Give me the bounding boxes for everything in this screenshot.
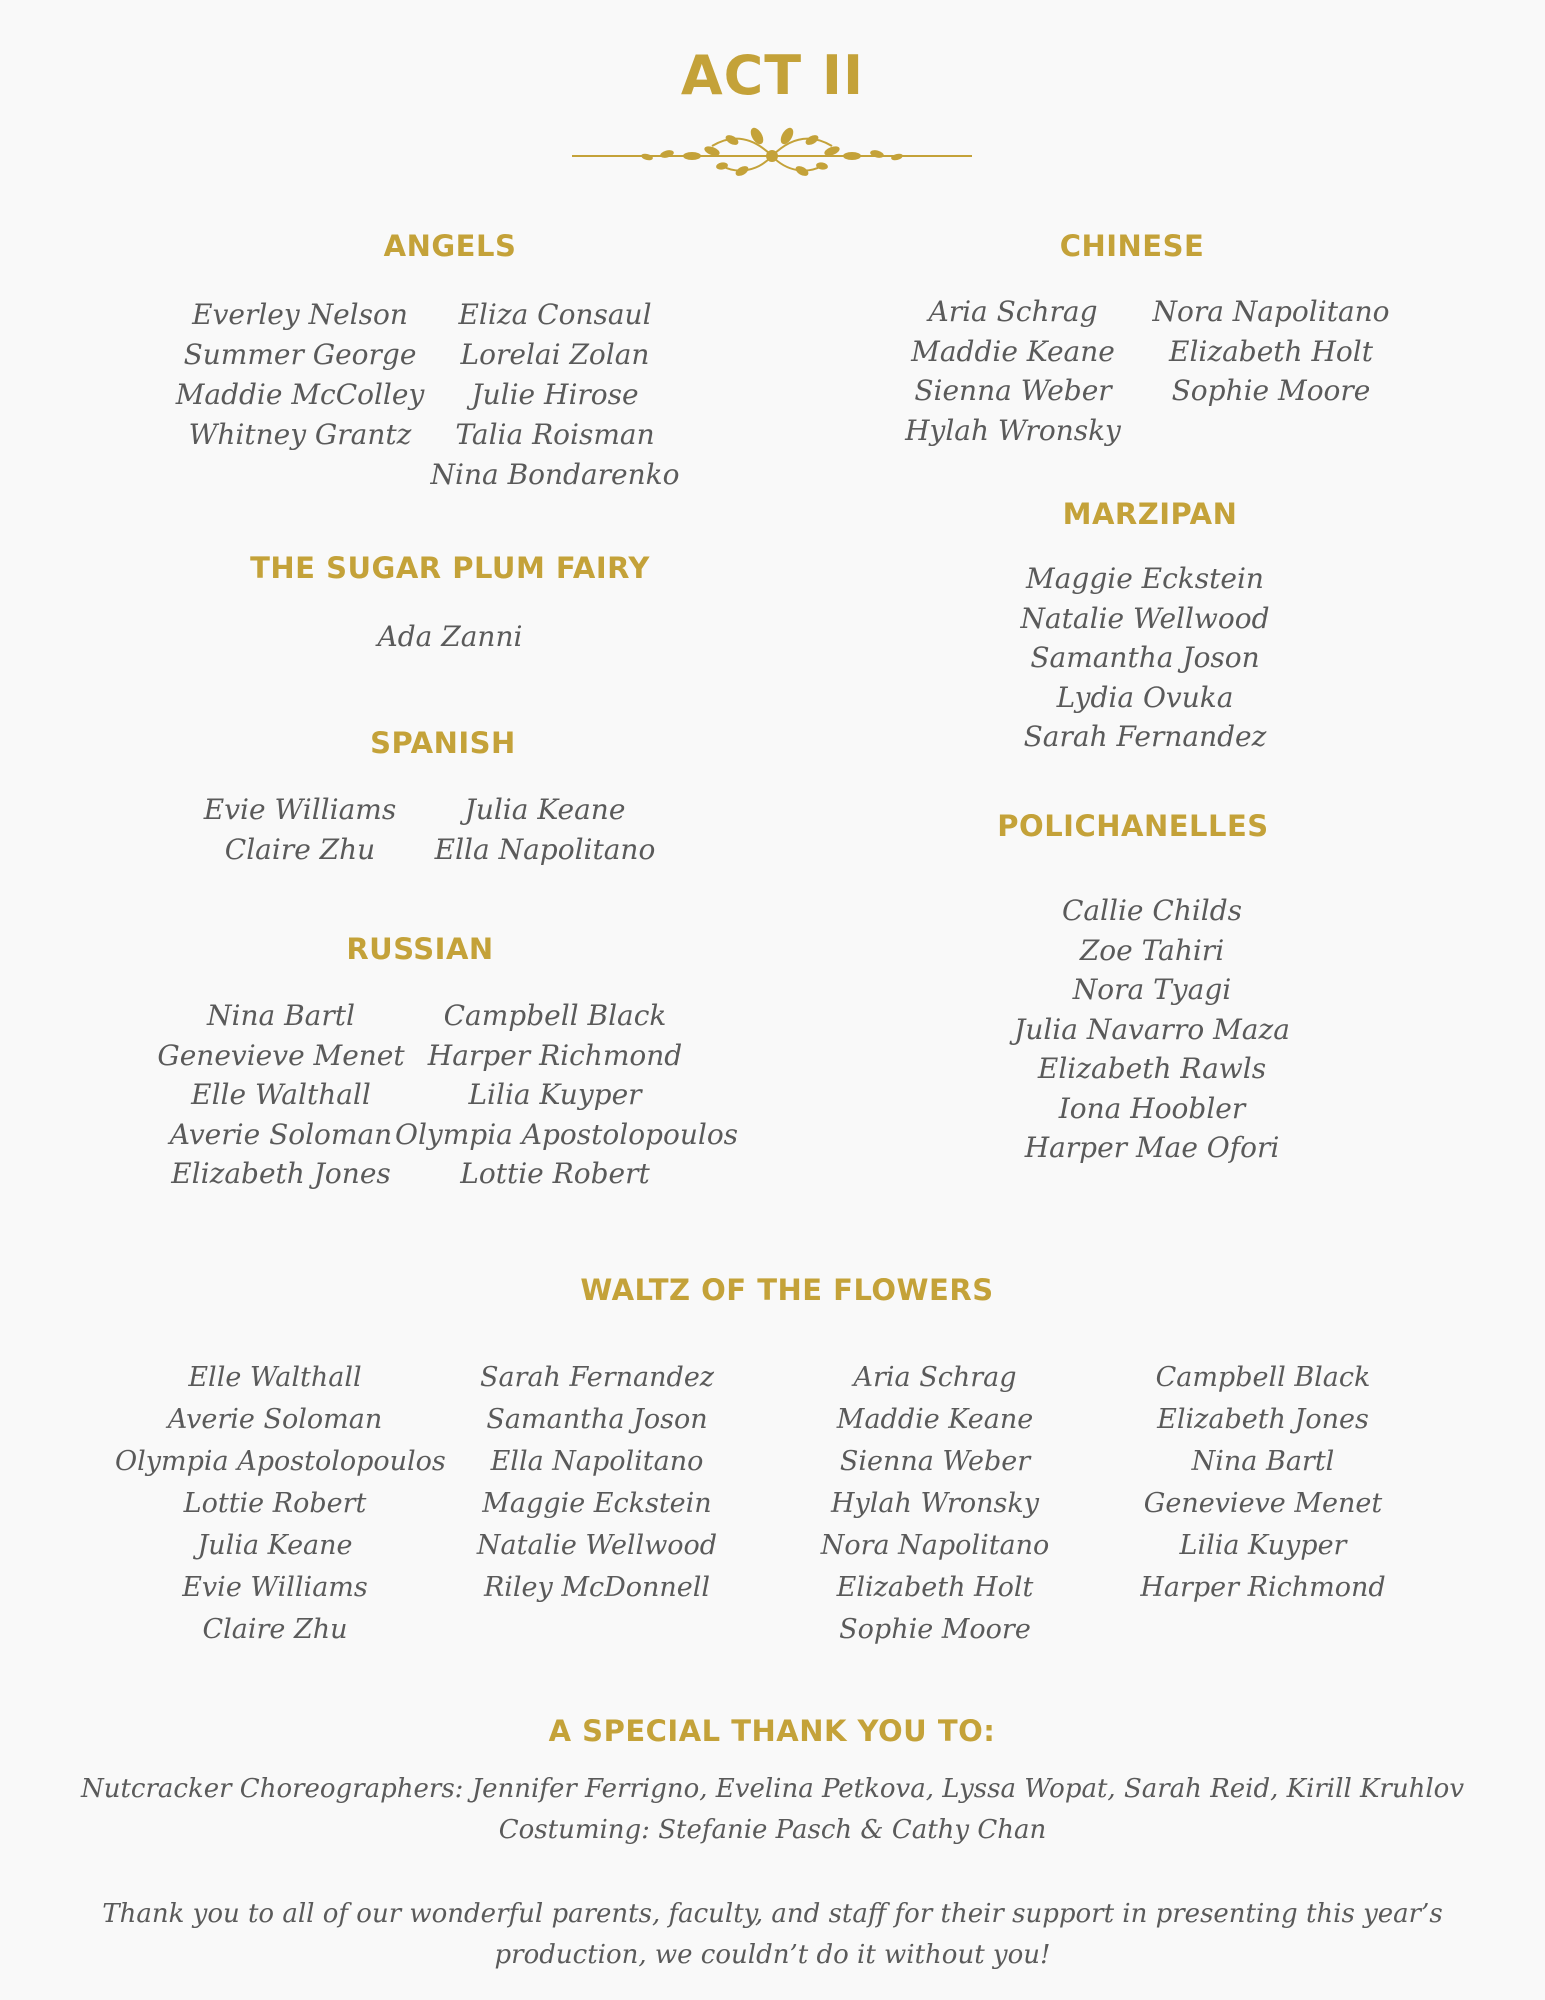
cast-name: Olympia Apostolopoulos [395, 1117, 739, 1151]
cast-name: Lottie Robert [460, 1157, 650, 1190]
cast-name: Sophie Moore [1171, 374, 1371, 407]
cast-name: Lilia Kuyper [1179, 1530, 1347, 1561]
cast-name: Evie Williams [203, 793, 397, 826]
waltz-col3 [775, 1357, 1095, 1651]
sugar-plum-heading: THE SUGAR PLUM FAIRY [250, 551, 650, 585]
cast-name: Everley Nelson [192, 298, 408, 331]
cast-name: Sienna Weber [839, 1446, 1031, 1477]
cast-name: Elizabeth Holt [836, 1572, 1034, 1603]
cast-name: Sarah Fernandez [479, 1362, 715, 1393]
cast-name: Elizabeth Jones [1157, 1404, 1369, 1435]
cast-name: Maddie Keane [911, 334, 1115, 368]
cast-name: Riley McDonnell [483, 1572, 711, 1603]
waltz-col2 [437, 1357, 757, 1609]
marzipan-names [945, 559, 1345, 757]
cast-name: Maggie Eckstein [1026, 562, 1264, 595]
cast-name: Ada Zanni [377, 620, 523, 653]
cast-name: Nina Bartl [207, 999, 355, 1032]
cast-name: Evie Williams [182, 1572, 368, 1603]
cast-name: Maggie Eckstein [482, 1488, 712, 1519]
chinese-heading: CHINESE [1059, 229, 1205, 263]
cast-name: Nina Bondarenko [430, 458, 680, 491]
chinese-col2 [1131, 292, 1411, 411]
cast-name: Hylah Wronsky [830, 1488, 1040, 1519]
angels-col2 [415, 295, 695, 495]
thank-you-heading: A SPECIAL THANK YOU TO: [548, 1714, 996, 1748]
cast-name: Julia Navarro Maza [1014, 1012, 1290, 1046]
spanish-heading: SPANISH [370, 726, 516, 760]
cast-name: Harper Mae Ofori [1024, 1131, 1280, 1164]
cast-name: Claire Zhu [202, 1614, 348, 1645]
cast-name: Nora Tyagi [1072, 973, 1232, 1006]
cast-name: Harper Richmond [1140, 1572, 1386, 1603]
russian-heading: RUSSIAN [346, 932, 494, 966]
cast-name: Natalie Wellwood [1020, 601, 1270, 635]
cast-name: Genevieve Menet [1143, 1488, 1383, 1519]
cast-name: Sophie Moore [839, 1614, 1031, 1645]
spanish-col2 [405, 790, 685, 869]
cast-name: Campbell Black [1155, 1362, 1371, 1393]
cast-name: Elle Walthall [188, 1362, 362, 1393]
cast-name: Nina Bartl [1191, 1446, 1335, 1477]
cast-name: Elizabeth Jones [171, 1157, 391, 1190]
waltz-col1 [115, 1357, 446, 1651]
marzipan-heading: MARZIPAN [1062, 497, 1238, 531]
cast-name: Lorelai Zolan [460, 338, 650, 371]
polichanelles-names [952, 891, 1352, 1168]
cast-name: Eliza Consaul [458, 298, 652, 331]
russian-col2 [395, 996, 739, 1194]
cast-name: Claire Zhu [224, 832, 376, 866]
cast-name: Ella Napolitano [490, 1446, 704, 1477]
cast-name: Aria Schrag [853, 1362, 1017, 1393]
chinese-col1 [873, 292, 1153, 450]
cast-name: Hylah Wronsky [905, 413, 1121, 447]
cast-name: Nora Napolitano [820, 1530, 1050, 1561]
cast-name: Ella Napolitano [434, 832, 656, 866]
cast-name: Olympia Apostolopoulos [115, 1446, 446, 1477]
costuming-credit: Costuming: Stefanie Pasch & Cathy Chan [498, 1815, 1047, 1845]
cast-name: Lottie Robert [183, 1488, 367, 1519]
cast-name: Genevieve Menet [157, 1038, 405, 1072]
cast-name: Elizabeth Rawls [1037, 1052, 1267, 1085]
cast-name: Averie Soloman [167, 1404, 383, 1435]
cast-name: Summer George [183, 338, 417, 371]
sugar-plum-names [250, 617, 650, 657]
cast-name: Aria Schrag [928, 295, 1098, 328]
cast-name: Sarah Fernandez [1023, 720, 1267, 753]
polichanelles-heading: POLICHANELLES [997, 809, 1269, 843]
choreographers-credit: Nutcracker Choreographers: Jennifer Ferrigno, Evelina Petkova, Lyssa Wopat, Sarah Reid, Kirill Kruhlov [80, 1774, 1465, 1804]
angels-heading: ANGELS [383, 229, 517, 263]
cast-name: Lydia Ovuka [1056, 680, 1234, 714]
cast-name: Zoe Tahiri [1079, 933, 1225, 967]
cast-name: Talia Roisman [455, 418, 655, 451]
angels-col1 [160, 295, 440, 455]
cast-name: Natalie Wellwood [476, 1530, 718, 1561]
cast-name: Julia Keane [197, 1530, 353, 1561]
russian-col1 [141, 996, 421, 1194]
page-title: ACT II [680, 44, 865, 107]
cast-name: Samantha Joson [1030, 641, 1260, 674]
cast-name: Nora Napolitano [1152, 295, 1390, 328]
cast-name: Callie Childs [1061, 894, 1243, 927]
cast-name: Maddie McColley [175, 378, 425, 411]
cast-name: Sienna Weber [914, 374, 1112, 407]
cast-name: Averie Soloman [169, 1117, 393, 1151]
cast-name: Iona Hoobler [1058, 1091, 1246, 1125]
gold-leaf-divider-icon [572, 124, 972, 184]
cast-name: Maddie Keane [836, 1404, 1034, 1435]
cast-name: Samantha Joson [486, 1404, 708, 1435]
cast-name: Harper Richmond [427, 1038, 683, 1072]
waltz-col4 [1103, 1357, 1423, 1609]
cast-name: Elizabeth Holt [1169, 334, 1373, 368]
cast-name: Elle Walthall [191, 1078, 371, 1111]
closing-message: Thank you to all of our wonderful parents, faculty, and staff for their support in presenting this year’s production, we couldn’t do it without you! [102, 1899, 1443, 1970]
cast-name: Lilia Kuyper [468, 1078, 642, 1111]
cast-name: Campbell Black [443, 999, 667, 1032]
waltz-heading: WALTZ OF THE FLOWERS [580, 1273, 994, 1307]
cast-name: Whitney Grantz [188, 418, 412, 451]
cast-name: Julie Hirose [471, 378, 639, 411]
cast-name: Julia Keane [464, 793, 626, 826]
spanish-col1 [160, 790, 440, 869]
